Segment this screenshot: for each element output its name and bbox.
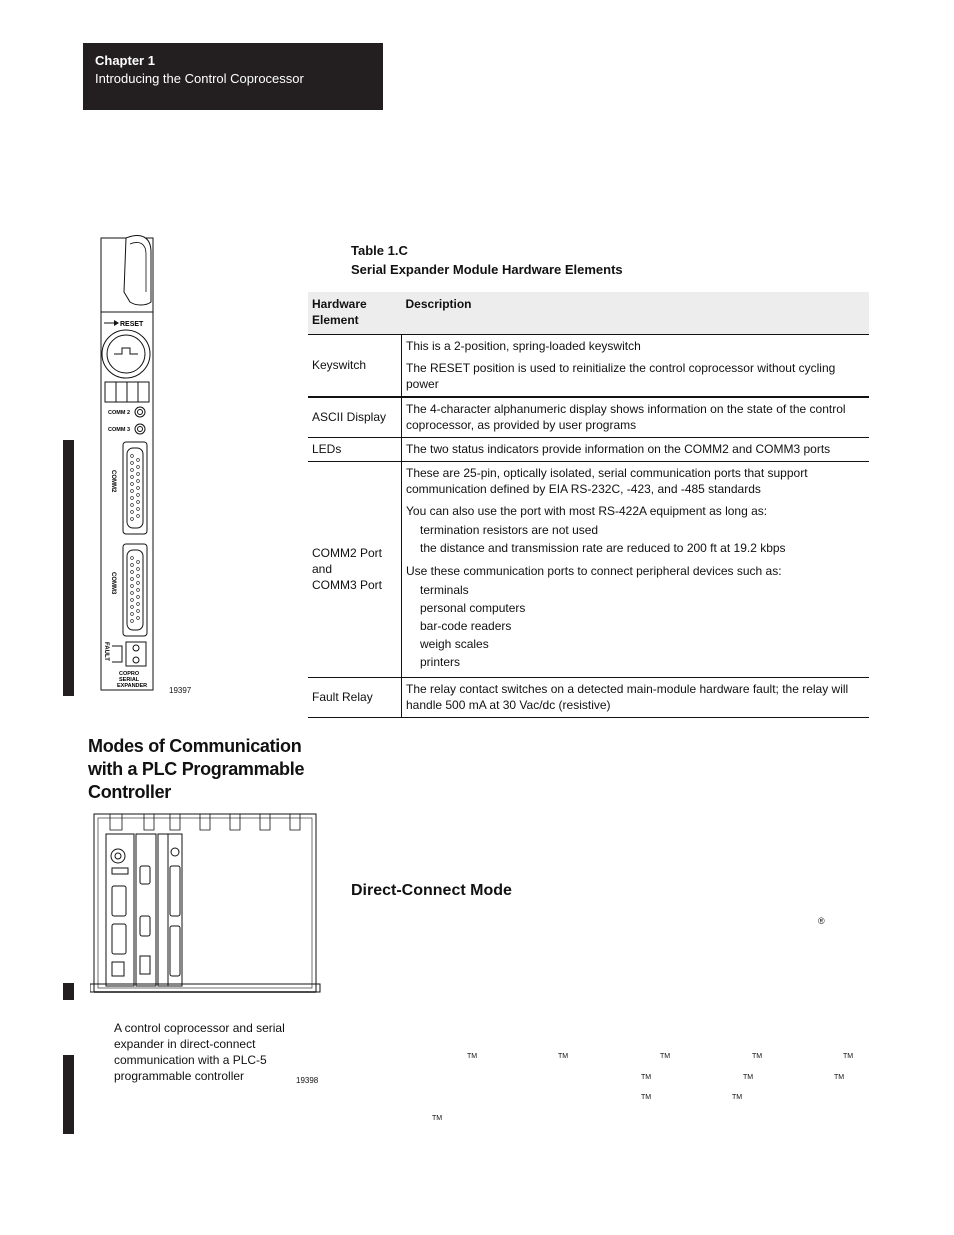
- table-number: Table 1.C: [351, 243, 408, 258]
- trademark-mark: TM: [467, 1053, 478, 1060]
- chapter-label: Chapter 1: [95, 53, 155, 68]
- table-row: [308, 678, 869, 718]
- table-row: [308, 462, 869, 678]
- module-name-line2: SERIAL: [119, 677, 140, 683]
- comm2-port-label: COMM2: [110, 470, 116, 493]
- serial-expander-module-illustration: [96, 232, 196, 692]
- chapter-header: [83, 43, 383, 110]
- trademark-mark: TM: [558, 1053, 569, 1060]
- list-item: personal computers: [420, 601, 526, 615]
- element-line: COMM3 Port: [312, 578, 383, 592]
- trademark-mark: TM: [834, 1074, 845, 1081]
- description-text: The 4-character alphanumeric display shows information on the state of the control coprocessor, as provided by user programs: [406, 402, 846, 432]
- description-text: You can also use the port with most RS-422A equipment as long as:: [406, 504, 768, 518]
- table-row: [308, 397, 869, 438]
- hardware-elements-table: [308, 292, 869, 718]
- margin-bar: [63, 440, 74, 696]
- figure-number: 19397: [169, 686, 192, 695]
- margin-bar: [63, 983, 74, 1000]
- trademark-mark: TM: [743, 1074, 754, 1081]
- element-cell: LEDs: [308, 438, 402, 462]
- figure-number: 19398: [296, 1076, 319, 1085]
- condition-list: [406, 521, 865, 557]
- trademark-mark: TM: [641, 1094, 652, 1101]
- chapter-title: Introducing the Control Coprocessor: [95, 71, 304, 86]
- trademark-mark: TM: [732, 1094, 743, 1101]
- element-cell: ASCII Display: [308, 397, 402, 438]
- element-line: and: [312, 562, 333, 576]
- reset-label: RESET: [120, 321, 144, 328]
- description-cell: [402, 462, 870, 678]
- table-row: [308, 438, 869, 462]
- fault-label: FAULT: [103, 642, 109, 661]
- module-name-line1: COPRO: [119, 671, 140, 677]
- element-cell: Fault Relay: [308, 678, 402, 718]
- list-item: weigh scales: [420, 637, 489, 651]
- trademark-mark: TM: [432, 1115, 443, 1122]
- list-item: bar-code readers: [420, 619, 512, 633]
- device-list: [406, 581, 865, 671]
- description-text: These are 25-pin, optically isolated, serial communication ports that support communication defined by EIA RS-232C, -423, and -485 standards: [406, 466, 808, 496]
- module-name-line3: EXPANDER: [117, 683, 148, 689]
- description-text: Use these communication ports to connect peripheral devices such as:: [406, 564, 782, 578]
- description-text: The RESET position is used to reinitialize the control coprocessor without cycling power: [406, 361, 836, 391]
- description-cell: [402, 397, 870, 438]
- element-cell: Keyswitch: [308, 335, 402, 398]
- list-item: the distance and transmission rate are reduced to 200 ft at 19.2 kbps: [420, 541, 786, 555]
- comm2-led-label: COMM 2: [108, 410, 130, 416]
- trademark-mark: TM: [641, 1074, 652, 1081]
- description-text: This is a 2-position, spring-loaded keyswitch: [406, 339, 641, 353]
- registered-mark: ®: [818, 916, 825, 926]
- comm3-port-label: COMM3: [110, 572, 116, 595]
- margin-bar: [63, 1055, 74, 1134]
- figure-caption: A control coprocessor and serial expander in direct-connect communication with a PLC-5 programmable controller: [114, 1021, 285, 1083]
- description-text: The relay contact switches on a detected main-module hardware fault; the relay will handle 500 mA at 30 Vac/dc (resistive): [406, 682, 849, 712]
- subsection-heading: Direct-Connect Mode: [351, 882, 512, 899]
- trademark-mark: TM: [843, 1053, 854, 1060]
- column-header-element: Hardware Element: [308, 292, 402, 335]
- column-header-description: Description: [402, 292, 870, 335]
- list-item: terminals: [420, 583, 469, 597]
- description-cell: [402, 438, 870, 462]
- list-item: termination resistors are not used: [420, 523, 599, 537]
- table-title: Serial Expander Module Hardware Elements: [351, 262, 623, 277]
- trademark-mark: TM: [752, 1053, 763, 1060]
- element-line: COMM2 Port: [312, 546, 383, 560]
- section-heading: Modes of Communication with a PLC Programmable Controller: [88, 736, 305, 802]
- element-cell: [308, 462, 402, 678]
- comm3-led-label: COMM 3: [108, 427, 130, 433]
- description-text: The two status indicators provide information on the COMM2 and COMM3 ports: [406, 442, 831, 456]
- table-row: [308, 335, 869, 398]
- description-cell: [402, 678, 870, 718]
- description-cell: [402, 335, 870, 398]
- table-header-row: [308, 292, 869, 335]
- trademark-mark: TM: [660, 1053, 671, 1060]
- list-item: printers: [420, 655, 461, 669]
- plc-chassis-illustration: [90, 806, 322, 1006]
